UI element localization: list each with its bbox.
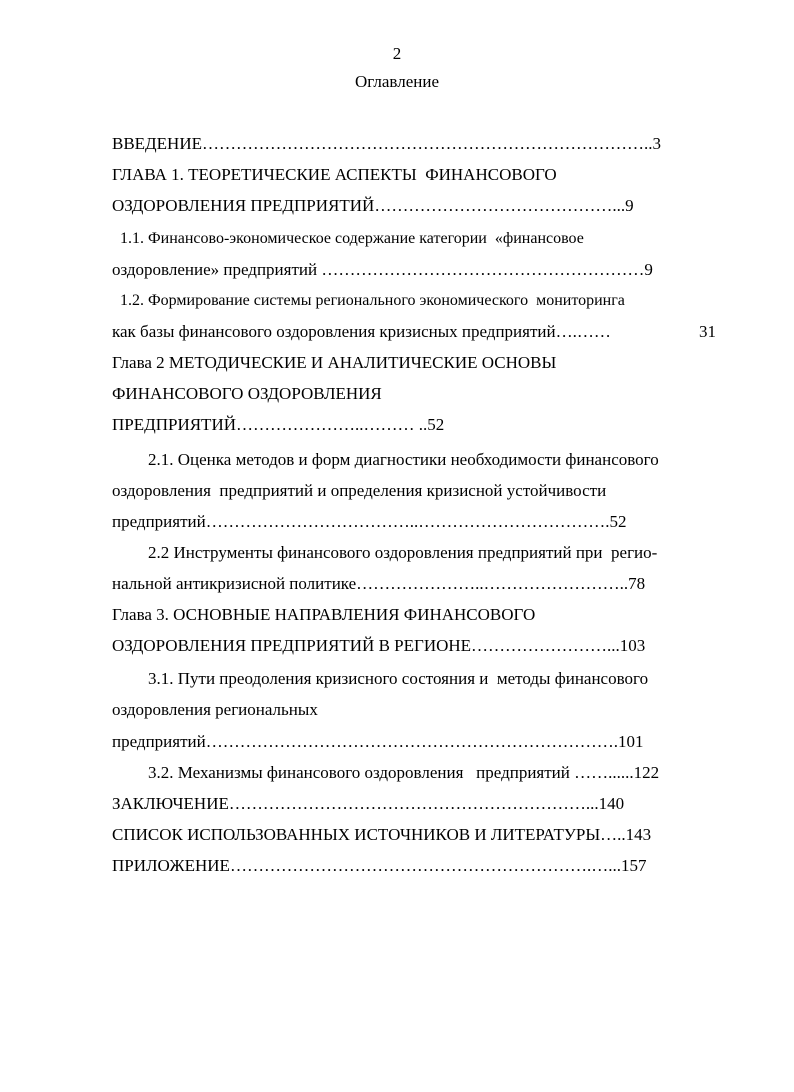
toc-section-3-2-line1: 3.2. Механизмы финансового оздоровления предприятий ……......122 — [148, 763, 660, 782]
toc-section-3-1-line2: оздоровления региональных — [112, 700, 318, 719]
page-number: 2 — [392, 44, 402, 63]
toc-section-1-1-line1: 1.1. Финансово-экономическое содержание категории «финансовое — [120, 230, 584, 247]
toc-section-2-1-line1: 2.1. Оценка методов и форм диагностики необходимости финансового — [148, 450, 659, 469]
toc-entry-sources: СПИСОК ИСПОЛЬЗОВАННЫХ ИСТОЧНИКОВ И ЛИТЕРАТУРЫ…..143 — [112, 825, 652, 844]
toc-chapter2-line2: ФИНАНСОВОГО ОЗДОРОВЛЕНИЯ — [112, 384, 382, 403]
toc-title: Оглавление — [355, 72, 439, 91]
toc-section-2-2-line1: 2.2 Инструменты финансового оздоровления предприятий при регио- — [148, 543, 658, 562]
toc-chapter2-line3: ПРЕДПРИЯТИЙ…………………..……… ..52 — [112, 415, 445, 434]
toc-chapter1-line2: ОЗДОРОВЛЕНИЯ ПРЕДПРИЯТИЙ……………………………………...9 — [112, 196, 634, 215]
toc-section-1-2-page: 31 — [699, 322, 716, 341]
toc-chapter3-line2: ОЗДОРОВЛЕНИЯ ПРЕДПРИЯТИЙ В РЕГИОНЕ……………………...103 — [112, 636, 646, 655]
toc-entry-appendix: ПРИЛОЖЕНИЕ……………………………………………………….…...157 — [112, 856, 647, 875]
toc-entry-intro: ВВЕДЕНИЕ……………………………………………………………………..3 — [112, 134, 661, 153]
toc-section-1-1-line2: оздоровление» предприятий …………………………………………………9 — [112, 260, 653, 279]
toc-section-3-1-line3: предприятий……………………………………………………………….101 — [112, 732, 644, 751]
toc-section-3-1-line1: 3.1. Пути преодоления кризисного состояния и методы финансового — [148, 669, 649, 688]
toc-chapter1-line1: ГЛАВА 1. ТЕОРЕТИЧЕСКИЕ АСПЕКТЫ ФИНАНСОВОГО — [112, 165, 557, 184]
toc-chapter2-line1: Глава 2 МЕТОДИЧЕСКИЕ И АНАЛИТИЧЕСКИЕ ОСНОВЫ — [112, 353, 557, 372]
toc-section-2-1-line3: предприятий………………………………..…………………………….52 — [112, 512, 627, 531]
toc-section-1-2-line2 — [112, 321, 716, 343]
toc-section-2-1-line2: оздоровления предприятий и определения кризисной устойчивости — [112, 481, 607, 500]
toc-chapter3-line1: Глава 3. ОСНОВНЫЕ НАПРАВЛЕНИЯ ФИНАНСОВОГО — [112, 605, 536, 624]
toc-entry-conclusion: ЗАКЛЮЧЕНИЕ………………………………………………………...140 — [112, 794, 625, 813]
toc-section-1-2-text: как базы финансового оздоровления кризисных предприятий….…… — [112, 322, 611, 341]
toc-section-2-2-line2: нальной антикризисной политике…………………..……………………..78 — [112, 574, 646, 593]
toc-section-1-2-line1: 1.2. Формирование системы регионального экономического мониторинга — [120, 292, 625, 309]
